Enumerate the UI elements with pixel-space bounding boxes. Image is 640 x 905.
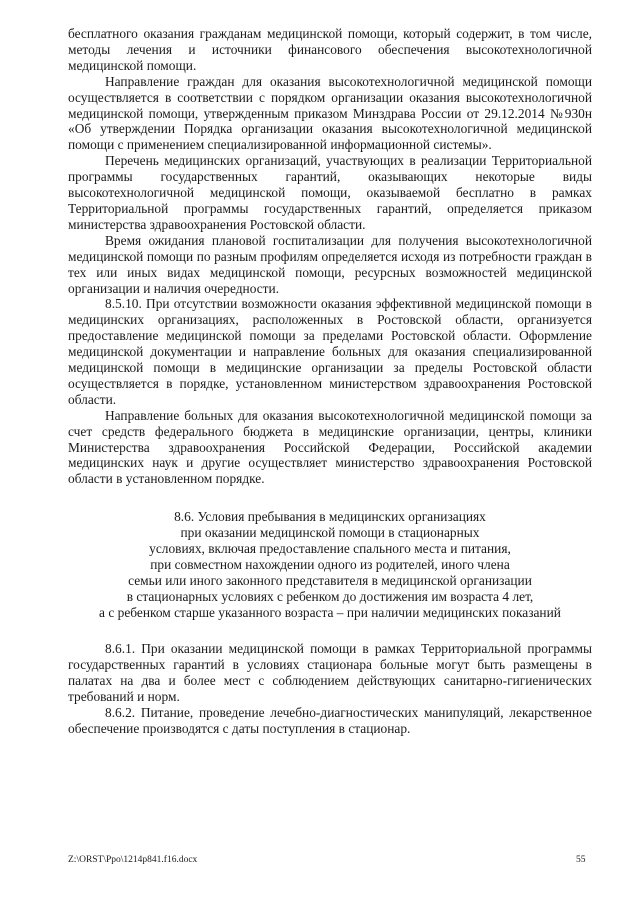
heading-line: а с ребенком старше указанного возраста – при наличии медицинских показаний [99,605,561,621]
heading-line: в стационарных условиях с ребенком до достижения им возраста 4 лет, [126,589,534,605]
paragraph: 8.6.2. Питание, проведение лечебно-диагностических манипуляций, лекарственное обеспечение производятся с даты поступления в стационар. [68,704,592,736]
page-number: 55 [576,855,586,865]
heading-line: семьи или иного законного представителя в медицинской организации [128,573,532,589]
paragraph: 8.5.10. При отсутствии возможности оказания эффективной медицинской помощи в медицинских организациях, расположенных в Ростовской области, организуется предоставление медицинской помощи за пределами Ростовской области. Оформление медицинской документации и направление больных для оказания специализированной медицинской помощи в медицинские организации за пределы Ростовской области осуществляется в порядке, установленном министерством здравоохранения Ростовской области. [68,296,592,407]
heading-line: при совместном нахождении одного из родителей, иного члена [150,557,510,573]
heading-line: условиях, включая предоставление спального места и питания, [149,541,511,557]
paragraph: Направление граждан для оказания высокотехнологичной медицинской помощи осуществляется в соответствии с порядком организации оказания высокотехнологичной медицинской помощи, утвержденным приказом Минздрава России от 29.12.2014 №930н «Об утверждении Порядка организации оказания высокотехнологичной медицинской помощи с применением специализированной информационной системы». [68,73,592,153]
paragraph: 8.6.1. При оказании медицинской помощи в рамках Территориальной программы государственных гарантий в условиях стационара больные могут быть размещены в палатах на два и более мест с соблюдением действующих санитарно-гигиенических требований и норм. [68,641,592,704]
heading-line: при оказании медицинской помощи в стационарных [180,525,480,541]
heading-line: 8.6. Условия пребывания в медицинских организациях [174,509,486,525]
footer-file-path: Z:\ORST\Ppo\1214p841.f16.docx [68,855,198,865]
paragraph: Время ожидания плановой госпитализации для получения высокотехнологичной медицинской помощи по разным профилям определяется исходя из потребности граждан в тех или иных видах медицинской помощи, ресурсных возможностей медицинской организации и наличия очередности. [68,232,592,296]
section-heading [68,509,592,621]
document-page [68,26,592,737]
paragraph: Перечень медицинских организаций, участвующих в реализации Территориальной программы государственных гарантий, оказывающих некоторые виды высокотехнологичной медицинской помощи, оказываемой бесплатно в рамках Территориальной программы государственных гарантий, определяется приказом министерства здравоохранения Ростовской области. [68,153,592,232]
paragraph: Направление больных для оказания высокотехнологичной медицинской помощи за счет средств федерального бюджета в медицинские организации, центры, клиники Министерства здравоохранения Российской Федерации, Российской академии медицинских наук и другие осуществляет министерство здравоохранения Ростовской области в установленном порядке. [68,407,592,487]
paragraph: бесплатного оказания гражданам медицинской помощи, который содержит, в том числе, методы лечения и источники финансового обеспечения высокотехнологичной медицинской помощи. [68,26,592,73]
